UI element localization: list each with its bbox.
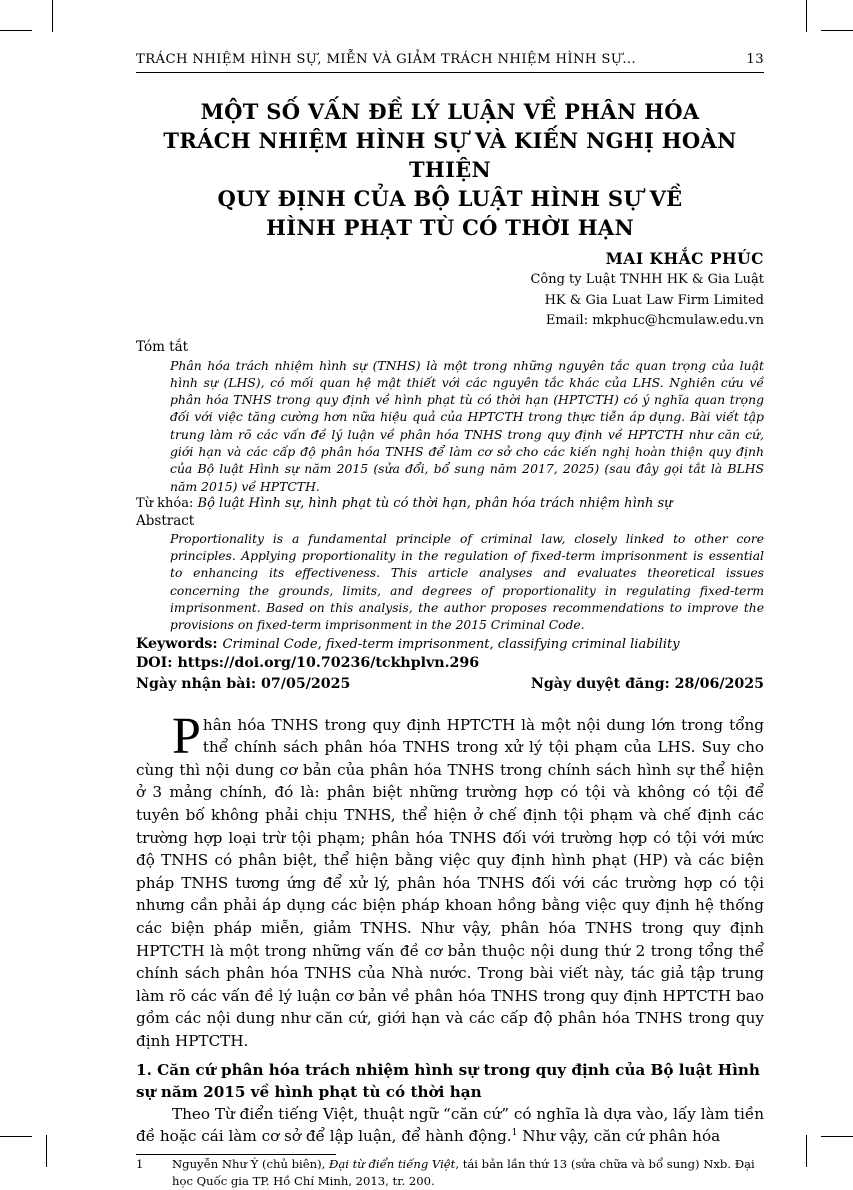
crop-mark-bottom-right-h <box>821 1136 853 1137</box>
title-line: TRÁCH NHIỆM HÌNH SỰ VÀ KIẾN NGHỊ HOÀN THIỆN <box>163 128 737 182</box>
keywords-en <box>136 635 764 654</box>
author-name: MAI KHẮC PHÚC <box>605 249 764 268</box>
crop-mark-top-right-h <box>821 30 853 31</box>
crop-mark-bottom-right <box>806 1135 833 1167</box>
affiliation-vi: Công ty Luật TNHH HK & Gia Luật <box>530 272 764 287</box>
keywords-en-text: Criminal Code, fixed-term imprisonment, classifying criminal liability <box>222 636 680 652</box>
author-email[interactable]: Email: mkphuc@hcmulaw.edu.vn <box>545 313 764 328</box>
article-page <box>136 52 764 1190</box>
footnote-text <box>172 1156 764 1190</box>
body-paragraph-1-text: hân hóa TNHS trong quy định HPTCTH là một nội dung lớn trong tổng thể chính sách phân hóa TNHS trong xử lý tội phạm của LHS. Suy cho cùng thì nội dung cơ bản của phân hóa TNHS trong chính sách hình sự thể hiện ở 3 mảng chính, đó là: phân biệt những trường hợp có tội và không có tội để tuyên bố không phải chịu TNHS, thể hiện ở chế định tội phạm và chế định các trường hợp loại trừ tội phạm; phân hóa TNHS đối với trường hợp có tội với mức độ TNHS có phân biệt, thể hiện bằng việc quy định hình phạt (HP) và các biện pháp TNHS tương ứng để xử lý, phân hóa TNHS đối với các trường hợp có tội nhưng cần phải áp dụng các biện pháp khoan hồng bằng việc quy định hệ thống các biện pháp miễn, giảm TNHS. Như vậy, phân hóa TNHS trong quy định HPTCTH là một trong những vấn đề cơ bản thuộc nội dung thứ 2 trong tổng thể chính sách phân hóa TNHS của Nhà nước. Trong bài viết này, tác giả tập trung làm rõ các vấn đề lý luận cơ bản về phân hóa TNHS trong quy định HPTCTH bao gồm các nội dung như căn cứ, giới hạn và các cấp độ phân hóa TNHS trong quy định HPTCTH. <box>136 715 764 1050</box>
crop-mark-top-left-h <box>0 30 32 31</box>
footnote-prefix: Nguyễn Như Ý (chủ biên), <box>172 1156 329 1171</box>
keywords-vi <box>136 495 764 512</box>
page-number: 13 <box>746 52 764 67</box>
drop-cap: P <box>172 707 201 765</box>
body-paragraph-2-tail: Như vậy, căn cứ phân hóa <box>517 1127 721 1146</box>
keywords-en-label: Keywords: <box>136 635 218 652</box>
footnote-separator <box>136 1154 336 1155</box>
crop-mark-top-right <box>806 0 833 32</box>
running-title: TRÁCH NHIỆM HÌNH SỰ, MIỄN VÀ GIẢM TRÁCH NHIỆM HÌNH SỰ... <box>136 52 637 67</box>
crop-mark-bottom-left-h <box>0 1136 32 1137</box>
approved-date: Ngày duyệt đăng: 28/06/2025 <box>530 675 764 692</box>
crop-mark-top-left <box>20 0 53 32</box>
footnote-book-title: Đại từ điển tiếng Việt <box>328 1156 456 1171</box>
crop-mark-bottom-left <box>20 1135 47 1167</box>
running-header <box>136 52 764 73</box>
author-block <box>136 248 764 332</box>
doi[interactable]: DOI: https://doi.org/10.70236/tckhplvn.296 <box>136 654 480 671</box>
affiliation-en: HK & Gia Luat Law Firm Limited <box>544 292 764 308</box>
footnote-ref[interactable]: 1 <box>511 1128 518 1139</box>
body-paragraph-1 <box>136 707 764 1053</box>
summary-label: Tóm tắt <box>136 338 189 355</box>
keywords-vi-text: Bộ luật Hình sự, hình phạt tù có thời hạn, phân hóa trách nhiệm hình sự <box>197 495 673 511</box>
abstract-text: Proportionality is a fundamental principle of criminal law, closely linked to other core principles. Applying proportionality in the regulation of fixed-term imprisonment is essential to enhancing its effectiveness. This article analyses and evaluates theoretical issues concerning the grounds, limits, and degrees of proportionality in regulating fixed-term imprisonment. Based on this analysis, the author proposes recommendations to improve the provisions on fixed-term imprisonment in the 2015 Criminal Code. <box>170 531 764 633</box>
body-paragraph-2-text: Theo Từ điển tiếng Việt, thuật ngữ “căn cứ” có nghĩa là dựa vào, lấy làm tiền đề hoặc cái làm cơ sở để lập luận, để hành động. <box>136 1104 764 1146</box>
title-line: QUY ĐỊNH CỦA BỘ LUẬT HÌNH SỰ VỀ <box>217 186 683 211</box>
body-paragraph-2 <box>136 1103 764 1148</box>
footnote-number: 1 <box>136 1156 144 1171</box>
article-title <box>136 97 764 242</box>
footnote-1 <box>136 1156 764 1190</box>
footnote-suffix: , tái bản lần thứ 13 (sửa chữa và bổ sung) Nxb. Đại học Quốc gia TP. Hồ Chí Minh, 2013, tr. 200. <box>172 1156 755 1188</box>
title-line: HÌNH PHẠT TÙ CÓ THỜI HẠN <box>266 215 634 240</box>
summary-text: Phân hóa trách nhiệm hình sự (TNHS) là một trong những nguyên tắc quan trọng của luật hình sự (LHS), có mối quan hệ mật thiết với các nguyên tắc khác của LHS. Nghiên cứu về phân hóa TNHS trong quy định về hình phạt tù có thời hạn (HPTCTH) có ý nghĩa quan trọng đối với việc tăng cường hơn nữa hiệu quả của HPTCTH trong thực tiễn áp dụng. Bài viết tập trung làm rõ các vấn đề lý luận về phân hóa TNHS trong quy định về HPTCTH như căn cứ, giới hạn và các cấp độ phân hóa TNHS để làm cơ sở cho các kiến nghị hoàn thiện quy định của Bộ luật Hình sự năm 2015 (sửa đổi, bổ sung năm 2017, 2025) (sau đây gọi tắt là BLHS năm 2015) về HPTCTH. <box>170 357 764 494</box>
dates-row <box>136 675 764 694</box>
section-heading-1: 1. Căn cứ phân hóa trách nhiệm hình sự trong quy định của Bộ luật Hình sự năm 2015 về hình phạt tù có thời hạn <box>136 1060 760 1101</box>
abstract-label: Abstract <box>136 512 195 529</box>
title-line: MỘT SỐ VẤN ĐỀ LÝ LUẬN VỀ PHÂN HÓA <box>200 99 700 124</box>
keywords-vi-label: Từ khóa: <box>136 495 194 511</box>
received-date: Ngày nhận bài: 07/05/2025 <box>136 675 351 692</box>
